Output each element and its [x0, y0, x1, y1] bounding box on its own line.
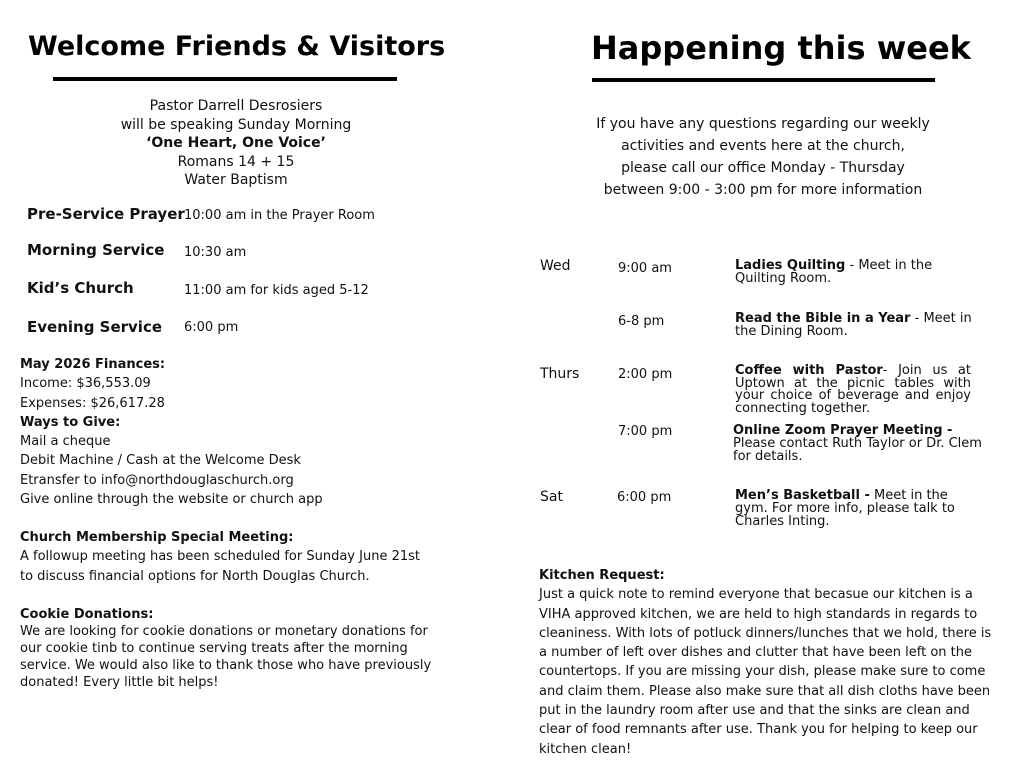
kitchen-line: put in the laundry room after use and that the sinks are clean and — [539, 703, 970, 719]
cookie-line: We are looking for cookie donations or monetary donations for — [20, 624, 428, 639]
kitchen-line: clear of food remnants after use. Thank you for helping to keep our — [539, 722, 978, 738]
service-label: Kid’s Church — [27, 279, 134, 297]
event-details: Meet in the Dining Room. — [735, 311, 972, 339]
office-intro — [553, 113, 973, 201]
intro-line: please call our office Monday - Thursday — [621, 160, 905, 176]
service-time: 10:30 am — [184, 245, 247, 260]
schedule-event — [733, 424, 988, 463]
service-label: Morning Service — [27, 241, 165, 259]
membership-heading: Church Membership Special Meeting: — [20, 530, 294, 545]
finances-and-giving — [20, 355, 323, 509]
service-time: 11:00 am for kids aged 5-12 — [184, 283, 369, 298]
schedule-event — [735, 489, 970, 528]
pastor-line: Romans 14 + 15 — [177, 153, 295, 170]
schedule-event: Ladies Quilting - Meet in the Quilting Room. — [735, 258, 933, 286]
happening-heading: Happening this week — [591, 29, 971, 67]
schedule-time: 9:00 am — [618, 261, 672, 276]
event-title: Online Zoom Prayer Meeting - — [733, 423, 953, 438]
schedule-time: 2:00 pm — [618, 367, 673, 382]
service-time: 10:00 am in the Prayer Room — [184, 208, 375, 223]
give-heading: Ways to Give: — [20, 414, 121, 430]
kitchen-line: countertops. If you are missing your dish, please make sure to come — [539, 664, 986, 680]
kitchen-line: Just a quick note to remind everyone that becasue our kitchen is a — [539, 587, 973, 603]
kitchen-line: and claim them. Please also make sure that all dish cloths have been — [539, 683, 991, 699]
event-details: Join us at Uptown at the picnic tables with your choice of beverage and enjoy connecting together. — [735, 363, 971, 416]
finances-heading: May 2026 Finances: — [20, 357, 166, 372]
event-details: Meet in the Quilting Room. — [735, 258, 933, 286]
schedule-time: 6:00 pm — [617, 490, 672, 505]
event-title: Coffee with Pastor — [735, 363, 883, 378]
schedule-day: Wed — [540, 258, 571, 274]
pastor-line: Pastor Darrell Desrosiers — [149, 98, 323, 114]
schedule-event: Read the Bible in a Year - Meet in the Dining Room. — [735, 311, 972, 339]
schedule-day: Thurs — [540, 366, 580, 382]
cookie-heading: Cookie Donations: — [20, 607, 154, 622]
service-time: 6:00 pm — [184, 320, 239, 335]
event-title: Men’s Basketball - — [735, 488, 870, 503]
intro-line: between 9:00 - 3:00 pm for more information — [603, 182, 923, 198]
membership-line: A followup meeting has been scheduled for Sunday June 21st — [20, 549, 420, 565]
kitchen-line: a number of left over dishes and clutter that have been left on the — [539, 645, 973, 661]
event-details: Meet in the gym. For more info, please talk to Charles Inting. — [735, 488, 955, 529]
kitchen-line: VIHA approved kitchen, we are held to high standards in regards to — [539, 606, 978, 622]
event-title: Read the Bible in a Year — [735, 311, 911, 326]
schedule-event: Coffee with Pastor- Join us at Uptown at the picnic tables with your choice of beverage and enjoy connecting together. — [735, 363, 971, 416]
give-item: Give online through the website or church app — [20, 492, 323, 508]
give-item: Etransfer to info@northdouglaschurch.org — [20, 472, 294, 488]
give-item: Mail a cheque — [20, 434, 111, 450]
kitchen-request — [539, 566, 991, 759]
cookie-line: service. We would also like to thank those who have previously — [20, 658, 432, 673]
finances-expenses: Expenses: $26,617.28 — [20, 395, 165, 411]
pastor-line: Water Baptism — [184, 172, 288, 188]
schedule-time: 6-8 pm — [618, 314, 665, 329]
membership-line: to discuss financial options for North Douglas Church. — [20, 568, 370, 584]
give-item: Debit Machine / Cash at the Welcome Desk — [20, 453, 301, 469]
welcome-heading: Welcome Friends & Visitors — [28, 31, 446, 62]
welcome-heading-rule — [53, 77, 397, 81]
cookie-line: our cookie tinb to continue serving treats after the morning — [20, 641, 408, 656]
service-label: Pre-Service Prayer — [27, 205, 185, 223]
cookie-line: donated! Every little bit helps! — [20, 675, 219, 690]
sermon-title: ‘One Heart, One Voice’ — [146, 135, 326, 151]
event-details: Please contact Ruth Taylor or Dr. Clem for details. — [733, 436, 982, 464]
schedule-day: Sat — [540, 489, 563, 505]
cookie-donations — [20, 606, 431, 691]
service-label: Evening Service — [27, 318, 163, 336]
finances-income: Income: $36,553.09 — [20, 376, 151, 392]
kitchen-heading: Kitchen Request: — [539, 568, 665, 583]
pastor-announcement — [36, 97, 436, 190]
happening-heading-rule — [592, 78, 935, 82]
kitchen-line: kitchen clean! — [539, 741, 632, 757]
intro-line: If you have any questions regarding our weekly — [596, 116, 930, 132]
event-title: Ladies Quilting — [735, 258, 846, 273]
pastor-line: will be speaking Sunday Morning — [120, 116, 352, 133]
intro-line: activities and events here at the church, — [621, 138, 905, 154]
membership-notice — [20, 528, 420, 586]
schedule-time: 7:00 pm — [618, 424, 673, 439]
kitchen-line: cleaniness. With lots of potluck dinners/lunches that we hold, there is — [539, 625, 992, 641]
